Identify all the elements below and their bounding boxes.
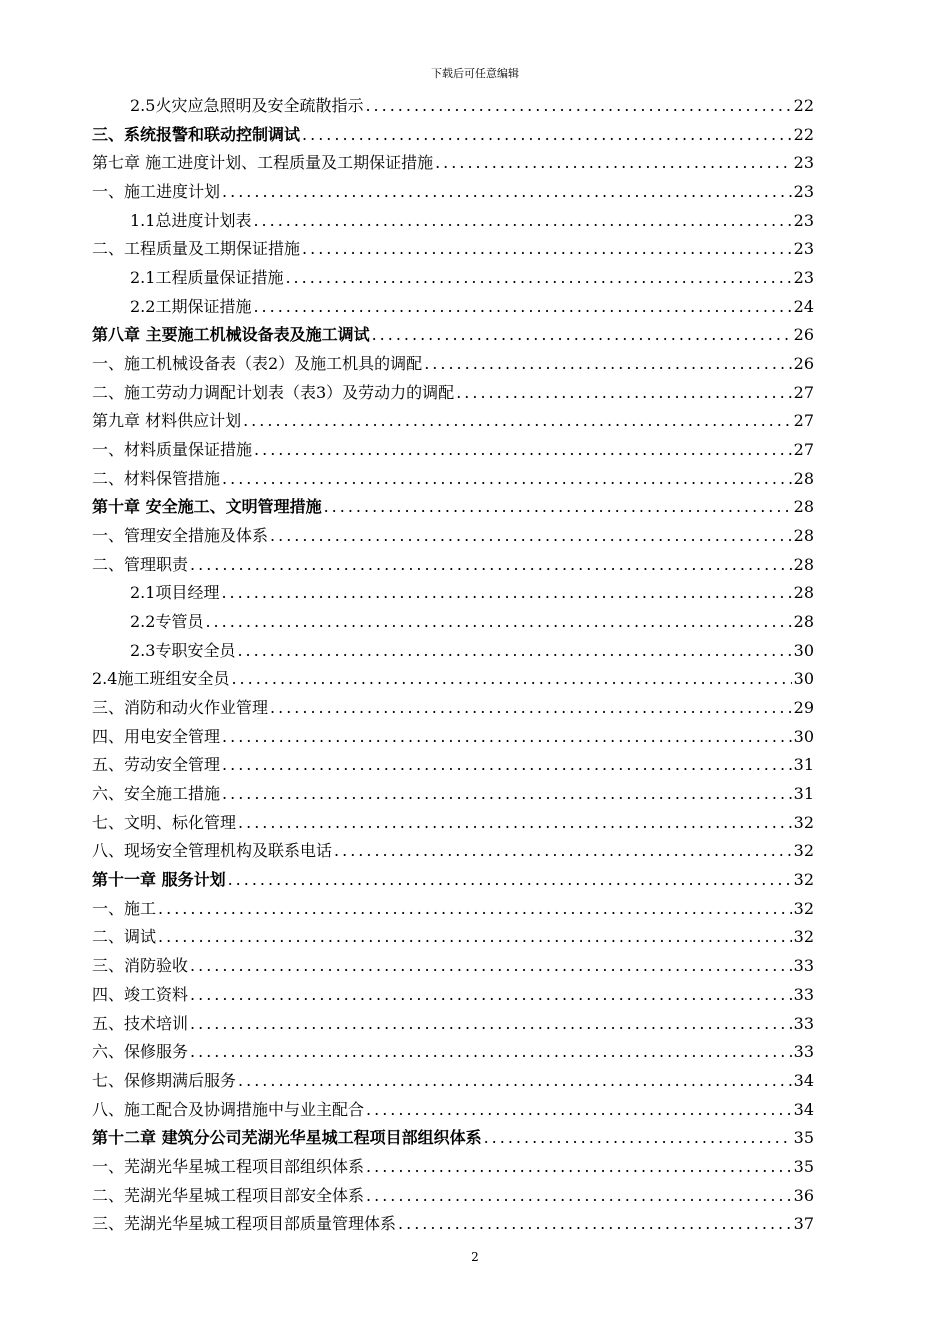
toc-entry-title: 八、现场安全管理机构及联系电话 (92, 841, 333, 861)
toc-entry-page: 31 (793, 784, 814, 804)
toc-entry-title: 2.1项目经理 (130, 583, 220, 603)
toc-entry-page: 30 (793, 669, 814, 689)
toc-entry[interactable] (92, 379, 814, 408)
toc-entry-page: 22 (793, 124, 814, 144)
toc-entry-title: 一、施工 (92, 898, 157, 918)
toc-entry[interactable] (92, 1124, 814, 1153)
toc-entry-page: 24 (793, 296, 814, 316)
toc-entry[interactable] (92, 952, 814, 981)
toc-entry[interactable] (92, 1210, 814, 1239)
toc-leader-dots (188, 551, 792, 580)
toc-entry-page: 30 (793, 726, 814, 746)
toc-leader-dots (188, 952, 792, 981)
toc-entry[interactable] (92, 207, 814, 236)
toc-entry-title: 一、施工进度计划 (92, 182, 221, 202)
toc-leader-dots (251, 207, 791, 236)
toc-entry-page: 28 (793, 526, 814, 546)
toc-leader-dots (283, 264, 791, 293)
toc-entry[interactable] (92, 608, 814, 637)
toc-entry[interactable] (92, 407, 814, 436)
toc-entry-title: 二、施工劳动力调配计划表（表3）及劳动力的调配 (92, 382, 455, 402)
toc-entry-title: 一、施工机械设备表（表2）及施工机具的调配 (92, 354, 423, 374)
toc-entry-page: 26 (793, 325, 814, 345)
toc-leader-dots (235, 637, 791, 666)
toc-entry[interactable] (92, 350, 814, 379)
toc-entry-title: 七、保修期满后服务 (92, 1070, 237, 1090)
toc-leader-dots (300, 235, 792, 264)
toc-entry[interactable] (92, 723, 814, 752)
toc-entry-title: 二、工程质量及工期保证措施 (92, 239, 301, 259)
toc-entry-title: 二、材料保管措施 (92, 468, 221, 488)
toc-entry-page: 28 (793, 612, 814, 632)
toc-entry[interactable] (92, 809, 814, 838)
toc-entry-title: 第十章 安全施工、文明管理措施 (92, 497, 322, 517)
toc-entry-title: 一、材料质量保证措施 (92, 440, 253, 460)
toc-entry[interactable] (92, 293, 814, 322)
toc-leader-dots (332, 837, 792, 866)
toc-leader-dots (396, 1210, 792, 1239)
toc-leader-dots (364, 1096, 792, 1125)
toc-leader-dots (252, 436, 792, 465)
toc-entry-page: 35 (793, 1156, 814, 1176)
toc-entry[interactable] (92, 1067, 814, 1096)
toc-entry-title: 六、保修服务 (92, 1042, 189, 1062)
toc-leader-dots (364, 1153, 792, 1182)
toc-entry[interactable] (92, 465, 814, 494)
toc-leader-dots (188, 1038, 792, 1067)
toc-leader-dots (220, 780, 792, 809)
toc-entry-title: 二、管理职责 (92, 554, 189, 574)
toc-leader-dots (188, 981, 792, 1010)
toc-entry-page: 23 (793, 210, 814, 230)
toc-entry-page: 32 (793, 870, 814, 890)
toc-entry-page: 35 (793, 1128, 814, 1148)
toc-entry-page: 27 (793, 440, 814, 460)
toc-leader-dots (226, 866, 792, 895)
toc-entry-title: 2.3专职安全员 (130, 640, 236, 660)
toc-leader-dots (268, 522, 792, 551)
toc-leader-dots (229, 665, 791, 694)
toc-entry-page: 31 (793, 755, 814, 775)
toc-leader-dots (482, 1124, 792, 1153)
toc-entry[interactable] (92, 235, 814, 264)
toc-entry[interactable] (92, 981, 814, 1010)
toc-entry[interactable] (92, 264, 814, 293)
toc-entry[interactable] (92, 321, 814, 350)
toc-leader-dots (236, 1067, 792, 1096)
toc-entry[interactable] (92, 1182, 814, 1211)
toc-entry[interactable] (92, 149, 814, 178)
page-number: 2 (471, 1250, 479, 1264)
toc-entry[interactable] (92, 780, 814, 809)
toc-leader-dots (220, 178, 792, 207)
toc-entry-title: 第九章 材料供应计划 (92, 411, 242, 431)
toc-entry-page: 30 (793, 640, 814, 660)
page-header: 下载后可任意编辑 (431, 67, 519, 80)
toc-entry[interactable] (92, 694, 814, 723)
toc-entry-page: 36 (793, 1185, 814, 1205)
toc-entry-page: 32 (793, 927, 814, 947)
toc-entry-page: 37 (793, 1214, 814, 1234)
toc-entry-title: 三、系统报警和联动控制调试 (92, 124, 301, 144)
toc-entry-page: 34 (793, 1099, 814, 1119)
toc-leader-dots (300, 121, 792, 150)
toc-leader-dots (370, 321, 792, 350)
toc-entry-title: 六、安全施工措施 (92, 784, 221, 804)
toc-entry-title: 2.2工期保证措施 (130, 296, 252, 316)
toc-entry[interactable] (92, 436, 814, 465)
toc-entry[interactable] (92, 579, 814, 608)
toc-entry-title: 2.1工程质量保证措施 (130, 268, 284, 288)
toc-entry-title: 第八章 主要施工机械设备表及施工调试 (92, 325, 370, 345)
toc-leader-dots (364, 1182, 792, 1211)
toc-entry-page: 32 (793, 841, 814, 861)
toc-entry-title: 一、管理安全措施及体系 (92, 526, 269, 546)
toc-entry[interactable] (92, 837, 814, 866)
toc-entry-page: 28 (793, 583, 814, 603)
toc-leader-dots (156, 895, 792, 924)
toc-entry-page: 34 (793, 1070, 814, 1090)
toc-leader-dots (268, 694, 792, 723)
toc-entry-title: 二、调试 (92, 927, 157, 947)
toc-entry[interactable] (92, 1153, 814, 1182)
toc-entry-page: 33 (793, 1042, 814, 1062)
toc-leader-dots (251, 293, 791, 322)
toc-entry-page: 28 (793, 468, 814, 488)
toc-entry-title: 三、消防和动火作业管理 (92, 698, 269, 718)
toc-entry-page: 29 (793, 698, 814, 718)
toc-entry[interactable] (92, 923, 814, 952)
toc-entry-title: 七、文明、标化管理 (92, 812, 237, 832)
toc-entry[interactable] (92, 1038, 814, 1067)
toc-entry-title: 2.4施工班组安全员 (92, 669, 230, 689)
toc-leader-dots (241, 407, 792, 436)
toc-leader-dots (322, 493, 792, 522)
toc-leader-dots (454, 379, 791, 408)
toc-entry[interactable] (92, 895, 814, 924)
toc-entry[interactable] (92, 1010, 814, 1039)
toc-entry-page: 33 (793, 1013, 814, 1033)
toc-entry-title: 五、劳动安全管理 (92, 755, 221, 775)
toc-entry-page: 32 (793, 898, 814, 918)
toc-entry-title: 第七章 施工进度计划、工程质量及工期保证措施 (92, 153, 434, 173)
toc-entry[interactable] (92, 637, 814, 666)
toc-entry[interactable] (92, 551, 814, 580)
toc-entry-page: 33 (793, 956, 814, 976)
toc-entry[interactable] (92, 178, 814, 207)
toc-entry-page: 28 (793, 497, 814, 517)
toc-entry-page: 23 (793, 239, 814, 259)
toc-entry-page: 23 (793, 268, 814, 288)
toc-entry-title: 一、芜湖光华星城工程项目部组织体系 (92, 1156, 365, 1176)
toc-leader-dots (203, 608, 791, 637)
toc-entry-title: 二、芜湖光华星城工程项目部安全体系 (92, 1185, 365, 1205)
toc-entry-title: 八、施工配合及协调措施中与业主配合 (92, 1099, 365, 1119)
toc-entry-page: 22 (793, 96, 814, 115)
toc-entry-title: 五、技术培训 (92, 1013, 189, 1033)
toc-entry-title: 第十二章 建筑分公司芜湖光华星城工程项目部组织体系 (92, 1128, 482, 1148)
toc-leader-dots (236, 809, 792, 838)
toc-entry[interactable] (92, 1096, 814, 1125)
toc-leader-dots (433, 149, 792, 178)
toc-entry[interactable] (92, 751, 814, 780)
toc-entry-title: 四、竣工资料 (92, 984, 189, 1004)
toc-entry-page: 23 (793, 182, 814, 202)
toc-leader-dots (156, 923, 792, 952)
toc-entry[interactable] (92, 522, 814, 551)
table-of-contents (92, 92, 814, 1239)
toc-entry[interactable] (92, 866, 814, 895)
toc-entry-title: 三、消防验收 (92, 956, 189, 976)
toc-entry-title: 1.1总进度计划表 (130, 210, 252, 230)
toc-entry-page: 33 (793, 984, 814, 1004)
toc-entry-title: 第十一章 服务计划 (92, 870, 226, 890)
toc-entry[interactable] (92, 92, 814, 121)
toc-entry[interactable] (92, 665, 814, 694)
toc-entry-page: 27 (793, 382, 814, 402)
toc-leader-dots (220, 751, 792, 780)
toc-entry-title: 2.5火灾应急照明及安全疏散指示 (130, 96, 364, 115)
toc-leader-dots (422, 350, 791, 379)
toc-entry-page: 28 (793, 554, 814, 574)
toc-leader-dots (220, 723, 792, 752)
toc-entry-title: 2.2专管员 (130, 612, 204, 632)
toc-leader-dots (220, 465, 792, 494)
toc-entry[interactable] (92, 121, 814, 150)
toc-leader-dots (188, 1010, 792, 1039)
toc-entry-page: 32 (793, 812, 814, 832)
toc-entry-page: 26 (793, 354, 814, 374)
toc-leader-dots (363, 92, 791, 121)
toc-entry-page: 23 (793, 153, 814, 173)
toc-entry-title: 三、芜湖光华星城工程项目部质量管理体系 (92, 1214, 397, 1234)
toc-leader-dots (219, 579, 791, 608)
toc-entry[interactable] (92, 493, 814, 522)
toc-entry-page: 27 (793, 411, 814, 431)
toc-entry-title: 四、用电安全管理 (92, 726, 221, 746)
